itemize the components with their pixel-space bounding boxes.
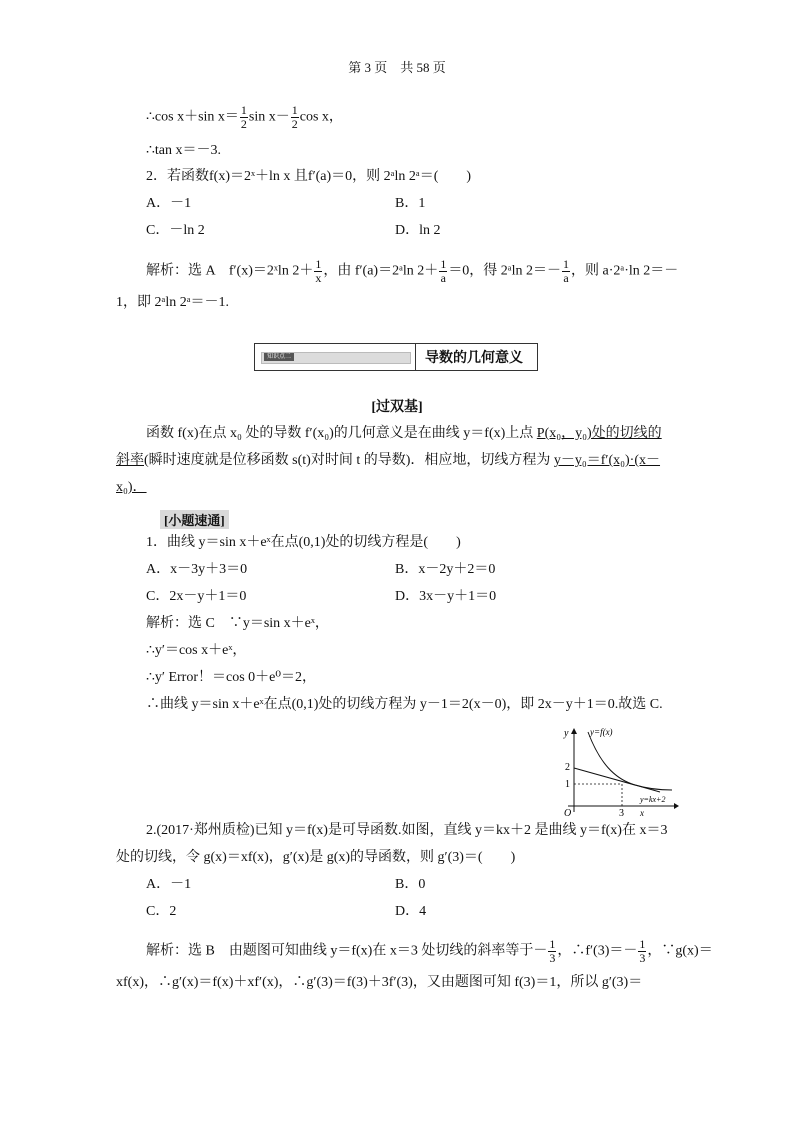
text: ＝0，得 2ᵃln 2＝－ <box>448 263 562 279</box>
text: 函数 f(x)在点 x₀ 处的导数 f′(x₀)的几何意义是在曲线 y＝f(x)上点 <box>146 426 537 441</box>
practice-tag: [小题速通] <box>160 510 229 529</box>
y-axis-arrow <box>571 728 577 734</box>
option-c: C．2x－y＋1＝0 <box>146 589 247 604</box>
question-1-analysis-3: ∴y′ Error！＝cos 0＋e⁰＝2， <box>146 670 316 685</box>
option-b: B．x－2y＋2＝0 <box>395 562 496 577</box>
text: 解析：选 B 由题图可知曲线 y＝f(x)在 x＝3 处切线的斜率等于－ <box>146 943 548 959</box>
question-2b-stem-2: 处的切线，令 g(x)＝xf(x)，g′(x)是 g(x)的导函数，则 g′(3)＝( ) <box>116 850 516 865</box>
option-a: A．－1 <box>146 196 192 211</box>
theory-line-3 <box>116 479 147 497</box>
text: cos x， <box>299 109 343 125</box>
x-axis-arrow <box>674 803 679 809</box>
origin-label: O <box>564 808 572 818</box>
line-label: y=kx+2 <box>640 795 666 804</box>
x-axis-label: x <box>640 808 644 818</box>
banner-divider <box>415 344 416 370</box>
tangent-line <box>574 768 660 792</box>
text: (瞬时速度就是位移函数 s(t)对时间 t 的导数)．相应地，切线方程为 <box>144 453 554 468</box>
question-1-analysis-2: ∴y′＝cos x＋eˣ， <box>146 643 247 658</box>
option-c: C．－ln 2 <box>146 223 205 238</box>
text: ，∴f′(3)＝－ <box>557 943 638 959</box>
tick-y-2: 2 <box>565 762 570 773</box>
banner-tag: 知识点二 <box>264 353 294 361</box>
text: sin x－ <box>248 109 290 125</box>
option-a: A．x－3y＋3＝0 <box>146 562 248 577</box>
question-2b-stem-1: 2.(2017·郑州质检)已知 y＝f(x)是可导函数.如图，直线 y＝kx＋2 是曲线 y＝f(x)在 x＝3 <box>146 823 668 838</box>
text: ∴cos x＋sin x＝ <box>146 109 239 125</box>
question-2b-analysis-1 <box>146 938 713 965</box>
option-d: D．4 <box>395 904 427 919</box>
question-1-analysis-1: 解析：选 C ∵y＝sin x＋eˣ， <box>146 616 329 631</box>
tick-y-1: 1 <box>565 779 570 790</box>
theory-line-2 <box>116 452 660 470</box>
solution-line-1 <box>146 104 343 131</box>
fraction: $\frac{1}{3}$ <box>639 937 646 965</box>
underlined-text: x₀)． <box>116 480 147 495</box>
text: ，由 f′(a)＝2ᵃln 2＋ <box>323 263 439 279</box>
fraction: $\frac{1}{x}$ <box>315 257 322 285</box>
theory-line-1 <box>146 425 662 443</box>
page-header: 第 3 页 共 58 页 <box>348 60 446 75</box>
fraction: $\frac{1}{3}$ <box>549 937 556 965</box>
question-2-stem: 2．若函数f(x)＝2ˣ＋ln x 且f′(a)＝0，则 2ᵃln 2ᵃ＝( ) <box>146 169 472 184</box>
option-d: D．3x－y＋1＝0 <box>395 589 497 604</box>
curve-fx <box>588 732 672 790</box>
text: 解析：选 A f′(x)＝2ˣln 2＋ <box>146 263 314 279</box>
banner-title: 导数的几何意义 <box>425 351 523 366</box>
underlined-text: P(x₀，y₀)处的切线的 <box>536 426 662 441</box>
option-b: B．0 <box>395 877 426 892</box>
underlined-text: y－y₀＝f′(x₀)·(x－ <box>553 453 661 468</box>
option-a: A．－1 <box>146 877 192 892</box>
section-heading: [过双基] <box>371 400 423 415</box>
tangent-graph <box>560 726 680 818</box>
knowledge-banner <box>254 343 538 371</box>
option-d: D．ln 2 <box>395 223 441 238</box>
y-axis-label: y <box>564 728 569 739</box>
text: ，则 a·2ᵃ·ln 2＝－ <box>571 263 679 279</box>
question-1-stem: 1．曲线 y＝sin x＋eˣ在点(0,1)处的切线方程是( ) <box>146 535 461 550</box>
underlined-text: 斜率 <box>116 453 144 468</box>
option-c: C．2 <box>146 904 177 919</box>
question-1-analysis-4: ∴曲线 y＝sin x＋eˣ在点(0,1)处的切线方程为 y－1＝2(x－0)，即 2x－y＋1＝0.故选 C. <box>146 697 663 712</box>
text: ，∵g(x)＝ <box>647 943 713 959</box>
tick-x-3: 3 <box>619 808 624 818</box>
fraction: $\frac{1}{a}$ <box>440 257 447 285</box>
banner-label-bar <box>261 352 411 364</box>
option-b: B．1 <box>395 196 426 211</box>
question-2b-analysis-2: xf(x)，∴g′(x)＝f(x)＋xf′(x)，∴g′(3)＝f(3)＋3f′(3)，又由题图可知 f(3)＝1，所以 g′(3)＝ <box>116 975 643 990</box>
curve-label: y=f(x) <box>590 727 613 737</box>
solution-line-2: ∴tan x＝－3. <box>146 143 222 158</box>
question-2-analysis-line-1 <box>146 258 678 285</box>
fraction: $\frac{1}{2}$ <box>240 103 247 131</box>
fraction: $\frac{1}{a}$ <box>563 257 570 285</box>
question-2-analysis-line-2: 1，即 2ᵃln 2ᵃ＝－1. <box>116 295 230 310</box>
fraction: $\frac{1}{2}$ <box>291 103 298 131</box>
